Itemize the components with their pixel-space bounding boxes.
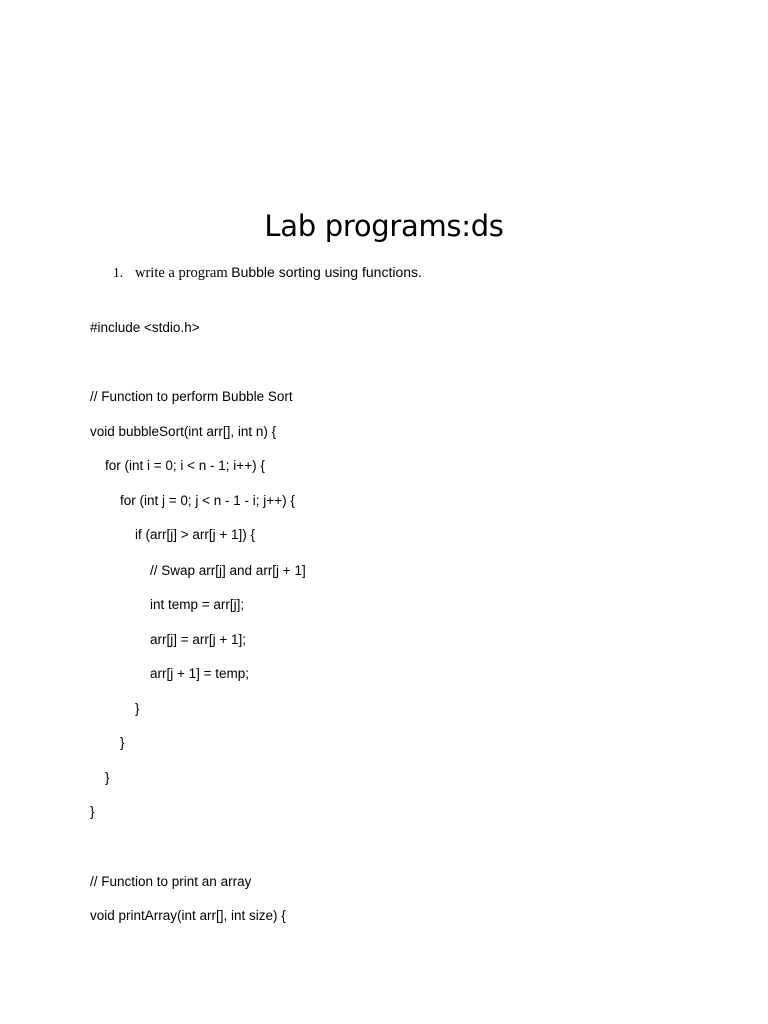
code-line: void printArray(int arr[], int size) { [90, 908, 286, 923]
code-line: for (int i = 0; i < n - 1; i++) { [90, 458, 265, 473]
code-line: void bubbleSort(int arr[], int n) { [90, 424, 277, 439]
document-title: Lab programs:ds [264, 209, 504, 243]
code-line: arr[j] = arr[j + 1]; [90, 632, 247, 647]
code-line: } [90, 735, 125, 750]
question-number: 1. [113, 265, 124, 280]
question-text-serif: write a program [135, 265, 232, 281]
question-item [113, 262, 422, 283]
code-line: } [90, 701, 140, 716]
code-line: for (int j = 0; j < n - 1 - i; j++) { [90, 493, 295, 508]
code-line: // Swap arr[j] and arr[j + 1] [90, 563, 306, 578]
question-text-sans: Bubble sorting using functions. [231, 264, 422, 280]
code-line: } [90, 804, 95, 819]
code-line: if (arr[j] > arr[j + 1]) { [90, 527, 256, 542]
code-line: // Function to perform Bubble Sort [90, 389, 293, 404]
code-line: arr[j + 1] = temp; [90, 666, 250, 681]
code-line: int temp = arr[j]; [90, 597, 245, 612]
code-line: #include <stdio.h> [90, 320, 200, 335]
code-line: // Function to print an array [90, 874, 252, 889]
code-line: } [90, 770, 110, 785]
